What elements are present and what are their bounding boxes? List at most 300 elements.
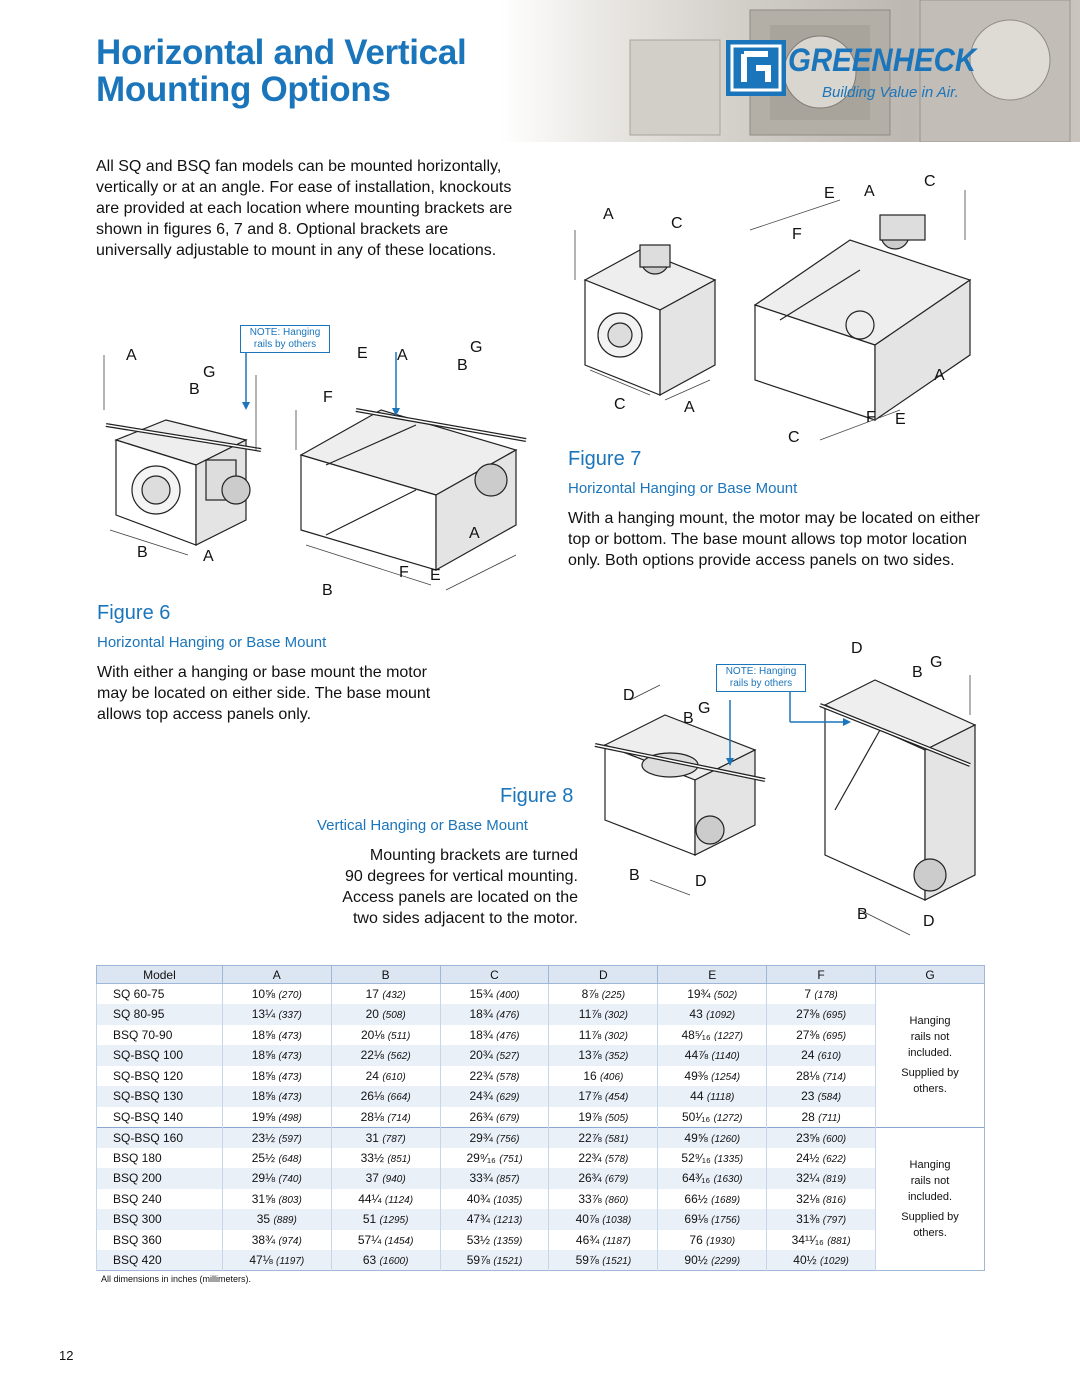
model-cell: SQ-BSQ 130 xyxy=(97,1086,223,1107)
dim-d-inches: 33⅞ xyxy=(578,1191,602,1206)
dim-b-cell xyxy=(331,1045,440,1066)
dim-b-mm: (1295) xyxy=(379,1215,409,1227)
dim-c-mm: (1213) xyxy=(493,1215,523,1227)
dim-c-cell xyxy=(440,1189,549,1210)
fig7-dim-a2: A xyxy=(684,399,695,416)
dim-c-mm: (400) xyxy=(496,990,520,1001)
dim-f-cell xyxy=(767,1045,876,1066)
fig8-dim-d2: D xyxy=(695,873,707,890)
dim-d-mm: (505) xyxy=(605,1112,629,1124)
dim-a-cell xyxy=(222,1025,331,1046)
table-row xyxy=(97,1230,985,1251)
dim-e-cell xyxy=(658,1045,767,1066)
table-row xyxy=(97,1148,985,1169)
dim-b-cell xyxy=(331,1230,440,1251)
dim-e-inches: 69⅛ xyxy=(684,1212,708,1227)
dim-c-mm: (756) xyxy=(496,1133,520,1145)
dim-c-cell xyxy=(440,1107,549,1128)
col-b: B xyxy=(331,966,440,984)
dim-d-cell xyxy=(549,1045,658,1066)
dim-b-mm: (508) xyxy=(382,1010,406,1022)
fig6-dim-g1: G xyxy=(203,364,216,381)
dim-c-inches: 20¾ xyxy=(469,1048,493,1063)
fig8-dim-b1: B xyxy=(683,710,694,727)
dim-c-inches: 33¾ xyxy=(469,1171,493,1186)
dim-b-mm: (851) xyxy=(387,1153,411,1165)
dim-a-mm: (337) xyxy=(278,1010,302,1022)
dim-b-cell xyxy=(331,1148,440,1169)
model-cell: SQ 60-75 xyxy=(97,984,223,1005)
fig7-dim-e1: E xyxy=(824,185,835,202)
dim-c-inches: 53½ xyxy=(466,1232,491,1247)
table-header-row xyxy=(97,966,985,984)
dim-a-mm: (889) xyxy=(273,1215,297,1227)
dim-b-cell xyxy=(331,1127,440,1148)
dim-b-cell xyxy=(331,984,440,1005)
dim-d-cell xyxy=(549,1066,658,1087)
g-note-line: included. xyxy=(907,1190,953,1203)
fig8-dim-g1: G xyxy=(698,700,711,717)
dim-a-mm: (473) xyxy=(278,1071,302,1083)
dim-f-mm: (816) xyxy=(822,1194,847,1206)
g-note-cell xyxy=(876,1127,985,1271)
dim-f-mm: (600) xyxy=(822,1133,847,1145)
dim-c-cell xyxy=(440,1127,549,1148)
greenheck-logo-mark-icon xyxy=(726,40,786,96)
dim-a-mm: (270) xyxy=(278,990,302,1001)
dim-e-mm: (1930) xyxy=(706,1235,736,1247)
dim-e-mm: (1335) xyxy=(714,1153,744,1165)
dim-a-cell xyxy=(222,984,331,1005)
dim-e-inches: 43 xyxy=(689,1007,703,1022)
col-e: E xyxy=(658,966,767,984)
fig6-dim-b1: B xyxy=(189,381,200,398)
dim-e-mm: (1227) xyxy=(714,1030,743,1042)
dim-d-inches: 8⅞ xyxy=(581,987,599,1001)
dim-b-inches: 22⅛ xyxy=(360,1048,384,1063)
table-row xyxy=(97,1250,985,1271)
dim-a-mm: (597) xyxy=(278,1133,302,1145)
dim-c-mm: (679) xyxy=(496,1112,520,1124)
dim-f-inches: 27⅜ xyxy=(796,1027,820,1042)
table-row xyxy=(97,1025,985,1046)
dim-c-mm: (1521) xyxy=(493,1256,523,1267)
dim-b-mm: (714) xyxy=(387,1112,411,1124)
dim-d-mm: (1187) xyxy=(602,1235,631,1247)
dim-a-cell xyxy=(222,1045,331,1066)
fig6-dim-e2: E xyxy=(430,567,441,584)
dim-c-mm: (751) xyxy=(499,1153,523,1165)
dim-b-mm: (562) xyxy=(387,1051,411,1063)
dim-e-inches: 50¹⁄₁₆ xyxy=(681,1109,711,1124)
dim-a-mm: (803) xyxy=(278,1194,302,1206)
dim-e-cell xyxy=(658,1168,767,1189)
col-d: D xyxy=(549,966,658,984)
dim-e-inches: 64³⁄₁₆ xyxy=(681,1171,711,1186)
dim-f-inches: 28⅛ xyxy=(796,1068,820,1083)
dim-a-mm: (473) xyxy=(278,1051,302,1063)
dim-b-cell xyxy=(331,1086,440,1107)
dim-a-mm: (473) xyxy=(278,1030,302,1042)
dim-f-mm: (610) xyxy=(817,1051,842,1063)
dim-b-mm: (1600) xyxy=(379,1256,409,1267)
dim-a-mm: (740) xyxy=(278,1174,302,1186)
table-row xyxy=(97,1066,985,1087)
figure6-caption: Figure 6 xyxy=(97,602,171,624)
dim-e-mm: (1689) xyxy=(711,1194,741,1206)
dim-c-cell xyxy=(440,984,549,1005)
dim-e-cell xyxy=(658,1127,767,1148)
g-note-line: rails not xyxy=(910,1031,950,1044)
dim-d-cell xyxy=(549,1209,658,1230)
dim-e-cell xyxy=(658,1189,767,1210)
dim-a-cell xyxy=(222,1148,331,1169)
dim-c-cell xyxy=(440,1045,549,1066)
dim-e-mm: (1254) xyxy=(711,1071,741,1083)
brand-tagline: Building Value in Air. xyxy=(822,84,959,101)
dim-c-cell xyxy=(440,1086,549,1107)
dim-d-inches: 19⅞ xyxy=(578,1109,602,1124)
dim-f-mm: (711) xyxy=(818,1112,841,1124)
dim-b-inches: 28⅛ xyxy=(360,1109,384,1124)
dim-a-inches: 38¾ xyxy=(251,1232,276,1247)
figure7-caption: Figure 7 xyxy=(568,448,642,470)
dim-a-mm: (974) xyxy=(278,1235,302,1247)
dim-f-cell xyxy=(767,1066,876,1087)
dim-d-inches: 59⅞ xyxy=(575,1253,599,1267)
dim-a-cell xyxy=(222,1004,331,1025)
model-cell: BSQ 180 xyxy=(97,1148,223,1169)
col-a: A xyxy=(222,966,331,984)
dim-b-inches: 26⅛ xyxy=(360,1089,384,1104)
dim-c-inches: 40¾ xyxy=(466,1191,491,1206)
dim-e-inches: 48⁵⁄₁₆ xyxy=(681,1027,711,1042)
dim-f-cell xyxy=(767,1025,876,1046)
dim-d-cell xyxy=(549,1127,658,1148)
dim-e-cell xyxy=(658,1004,767,1025)
dim-a-inches: 35 xyxy=(256,1212,271,1227)
fig7-dim-a4: A xyxy=(934,367,945,384)
g-note-line: Supplied by xyxy=(901,1067,959,1080)
dim-c-inches: 26¾ xyxy=(469,1109,493,1124)
dim-c-mm: (857) xyxy=(496,1174,520,1186)
figure8-body: Mounting brackets are turned 90 degrees for vertical mounting. Access panels are located on the two sides adjacent to the motor. xyxy=(342,847,578,927)
dim-d-mm: (679) xyxy=(605,1174,629,1186)
dim-e-mm: (1272) xyxy=(713,1112,743,1124)
g-note-line: others. xyxy=(913,1083,947,1096)
dim-d-mm: (406) xyxy=(600,1071,624,1083)
dim-e-cell xyxy=(658,1107,767,1128)
figure7-body: With a hanging mount, the motor may be located on either top or bottom. The base mount allows top motor location only. Both options provide access panels on two sides. xyxy=(568,510,980,569)
dim-d-inches: 40⅞ xyxy=(575,1212,599,1227)
dim-f-mm: (584) xyxy=(817,1092,842,1104)
dim-f-inches: 28 xyxy=(801,1109,815,1124)
dim-e-cell xyxy=(658,1025,767,1046)
dim-b-inches: 63 xyxy=(362,1253,377,1267)
g-note-line: rails not xyxy=(910,1174,950,1187)
dim-d-cell xyxy=(549,1107,658,1128)
fig7-dim-c3: C xyxy=(924,173,936,190)
dim-c-cell xyxy=(440,1168,549,1189)
dim-b-inches: 20⅛ xyxy=(360,1027,385,1042)
fig7-dim-f2: F xyxy=(866,409,876,426)
dim-c-cell xyxy=(440,1209,549,1230)
fig8-dim-b3: B xyxy=(912,664,923,681)
dim-e-inches: 76 xyxy=(689,1232,703,1247)
g-note-line: Supplied by xyxy=(901,1210,959,1223)
dim-a-inches: 19⅝ xyxy=(251,1109,276,1124)
dim-c-inches: 18¾ xyxy=(469,1027,493,1042)
g-note-line: included. xyxy=(907,1047,953,1060)
table-row xyxy=(97,1086,985,1107)
dim-c-inches: 18¾ xyxy=(469,1007,493,1022)
dim-c-inches: 47¾ xyxy=(466,1212,491,1227)
dim-f-inches: 31⅜ xyxy=(796,1212,820,1227)
fig6-dim-b2: B xyxy=(137,544,148,561)
dim-b-inches: 51 xyxy=(362,1212,377,1227)
dim-c-mm: (578) xyxy=(496,1071,520,1083)
dim-d-cell xyxy=(549,1250,658,1271)
dim-c-mm: (629) xyxy=(496,1092,520,1104)
model-cell: SQ-BSQ 140 xyxy=(97,1107,223,1128)
dim-d-mm: (578) xyxy=(605,1153,629,1165)
model-cell: BSQ 70-90 xyxy=(97,1025,223,1046)
dim-e-inches: 44 xyxy=(690,1089,704,1104)
fig6-note-hanging-rails: NOTE: Hanging rails by others xyxy=(240,325,330,353)
dim-c-cell xyxy=(440,1004,549,1025)
dim-b-inches: 37 xyxy=(365,1171,379,1186)
fig6-dim-f1: F xyxy=(323,389,333,406)
dim-d-cell xyxy=(549,1189,658,1210)
g-note-line: Hanging xyxy=(909,1015,951,1028)
dim-b-cell xyxy=(331,1189,440,1210)
table-row xyxy=(97,1004,985,1025)
greenheck-logo xyxy=(726,40,984,110)
dim-e-inches: 49⅜ xyxy=(684,1068,708,1083)
dim-c-mm: (1359) xyxy=(493,1235,523,1247)
col-f: F xyxy=(767,966,876,984)
dim-f-inches: 32⅛ xyxy=(796,1191,820,1206)
dim-f-cell xyxy=(767,1230,876,1251)
dim-b-inches: 44¼ xyxy=(358,1191,382,1206)
dim-a-inches: 18⅝ xyxy=(251,1068,276,1083)
dim-d-inches: 17⅞ xyxy=(578,1089,602,1104)
dim-d-mm: (860) xyxy=(605,1194,629,1206)
dim-f-mm: (1029) xyxy=(819,1256,849,1267)
figure6-subtitle: Horizontal Hanging or Base Mount xyxy=(97,634,327,651)
dim-b-inches: 31 xyxy=(365,1130,379,1145)
figure8-caption: Figure 8 xyxy=(500,785,574,807)
dim-d-inches: 11⅞ xyxy=(578,1027,602,1042)
dim-a-cell xyxy=(222,1127,331,1148)
dim-f-inches: 34¹¹⁄₁₆ xyxy=(791,1232,824,1247)
fig6-dim-a1: A xyxy=(126,347,137,364)
dim-e-cell xyxy=(658,1066,767,1087)
dim-f-cell xyxy=(767,1250,876,1271)
dim-a-mm: (648) xyxy=(278,1153,302,1165)
dim-d-inches: 22⅞ xyxy=(578,1130,602,1145)
dim-b-cell xyxy=(331,1250,440,1271)
fig7-dim-c4: C xyxy=(788,429,800,446)
dim-a-cell xyxy=(222,1066,331,1087)
dim-f-inches: 23 xyxy=(801,1089,815,1104)
dim-e-inches: 66½ xyxy=(684,1191,708,1206)
g-note-cell xyxy=(876,984,985,1128)
dim-f-mm: (178) xyxy=(814,990,838,1001)
figure6-body: With either a hanging or base mount the motor may be located on either side. The base mount allows top access panels only. xyxy=(97,664,431,723)
dim-b-mm: (432) xyxy=(382,990,406,1001)
model-cell: BSQ 200 xyxy=(97,1168,223,1189)
dim-c-mm: (476) xyxy=(496,1010,520,1022)
dim-c-mm: (1035) xyxy=(493,1194,523,1206)
fig8-dim-b2: B xyxy=(629,867,640,884)
dim-a-cell xyxy=(222,1086,331,1107)
dim-e-mm: (1630) xyxy=(713,1174,743,1186)
fig7-dim-c2: C xyxy=(614,396,626,413)
dim-c-cell xyxy=(440,1230,549,1251)
fig8-dim-b4: B xyxy=(857,906,868,923)
dim-a-inches: 29⅛ xyxy=(251,1171,276,1186)
dim-d-inches: 22¾ xyxy=(578,1150,602,1165)
fig6-dim-a4: A xyxy=(469,525,480,542)
dim-b-mm: (511) xyxy=(387,1030,411,1042)
dim-c-inches: 59⅞ xyxy=(466,1253,491,1267)
dim-f-cell xyxy=(767,984,876,1005)
model-cell: SQ 80-95 xyxy=(97,1004,223,1025)
dim-f-mm: (819) xyxy=(822,1174,847,1186)
dim-e-inches: 49⅝ xyxy=(684,1130,708,1145)
fig6-dim-a3: A xyxy=(397,347,408,364)
col-c: C xyxy=(440,966,549,984)
model-cell: BSQ 300 xyxy=(97,1209,223,1230)
dim-c-mm: (527) xyxy=(496,1051,520,1063)
fig8-note-hanging-rails: NOTE: Hanging rails by others xyxy=(716,664,806,692)
dim-d-mm: (225) xyxy=(601,990,626,1001)
dim-f-cell xyxy=(767,1004,876,1025)
dim-c-inches: 22¾ xyxy=(469,1068,493,1083)
dim-d-inches: 11⅞ xyxy=(578,1007,602,1022)
dim-e-cell xyxy=(658,1148,767,1169)
dim-d-mm: (1038) xyxy=(602,1215,632,1227)
g-note-line: Hanging xyxy=(909,1158,951,1171)
dim-a-mm: (473) xyxy=(278,1092,302,1104)
dim-b-cell xyxy=(331,1107,440,1128)
dim-e-mm: (1118) xyxy=(706,1092,735,1104)
dim-a-inches: 18⅝ xyxy=(251,1048,276,1063)
dim-f-mm: (695) xyxy=(822,1030,847,1042)
fig6-dim-a2: A xyxy=(203,548,214,565)
dim-d-mm: (352) xyxy=(605,1051,629,1063)
dim-a-inches: 13¼ xyxy=(251,1007,276,1022)
dim-a-cell xyxy=(222,1189,331,1210)
dim-b-inches: 57¼ xyxy=(357,1232,382,1247)
dim-e-mm: (1260) xyxy=(711,1133,741,1145)
dim-b-cell xyxy=(331,1168,440,1189)
dim-e-mm: (1756) xyxy=(711,1215,741,1227)
fig6-dim-b3: B xyxy=(457,357,468,374)
dim-b-mm: (664) xyxy=(387,1092,411,1104)
dim-a-cell xyxy=(222,1250,331,1271)
dim-e-mm: (1092) xyxy=(706,1010,736,1022)
dim-d-cell xyxy=(549,1004,658,1025)
dim-f-mm: (881) xyxy=(827,1235,851,1247)
table-row xyxy=(97,1127,985,1148)
dim-a-cell xyxy=(222,1209,331,1230)
table-row xyxy=(97,1209,985,1230)
fig6-dim-b4: B xyxy=(322,582,333,599)
dim-d-mm: (581) xyxy=(605,1133,629,1145)
dim-a-cell xyxy=(222,1168,331,1189)
fig7-dim-e2: E xyxy=(895,411,906,428)
dim-f-cell xyxy=(767,1148,876,1169)
dim-a-cell xyxy=(222,1230,331,1251)
dim-f-inches: 23⅝ xyxy=(796,1130,820,1145)
dim-f-cell xyxy=(767,1209,876,1230)
dim-b-cell xyxy=(331,1025,440,1046)
dim-e-cell xyxy=(658,984,767,1005)
figure7-drawing xyxy=(560,170,980,460)
dim-c-inches: 29⁹⁄₁₆ xyxy=(466,1150,496,1165)
dim-e-inches: 44⅞ xyxy=(684,1048,709,1063)
dim-d-cell xyxy=(549,984,658,1005)
dim-d-cell xyxy=(549,1230,658,1251)
model-cell: BSQ 420 xyxy=(97,1250,223,1271)
dim-e-cell xyxy=(658,1086,767,1107)
footnote: All dimensions in inches (millimeters). xyxy=(101,1274,252,1284)
fig8-dim-d1: D xyxy=(623,687,635,704)
dim-a-inches: 10⅝ xyxy=(251,987,276,1001)
dim-f-cell xyxy=(767,1107,876,1128)
dim-d-inches: 16 xyxy=(583,1068,597,1083)
dim-c-cell xyxy=(440,1025,549,1046)
model-cell: SQ-BSQ 120 xyxy=(97,1066,223,1087)
dim-a-inches: 47⅛ xyxy=(249,1253,273,1267)
fig7-dim-f1: F xyxy=(792,226,802,243)
figure7-subtitle: Horizontal Hanging or Base Mount xyxy=(568,480,798,497)
col-model: Model xyxy=(97,966,223,984)
dim-e-inches: 90½ xyxy=(684,1253,708,1267)
fig6-dim-e1: E xyxy=(357,345,368,362)
dim-f-mm: (797) xyxy=(822,1215,847,1227)
dim-e-mm: (502) xyxy=(713,990,738,1001)
dim-d-inches: 13⅞ xyxy=(578,1048,602,1063)
dim-b-mm: (940) xyxy=(382,1174,406,1186)
table-row xyxy=(97,1107,985,1128)
fig7-dim-a1: A xyxy=(603,206,614,223)
page-title: Horizontal and Vertical Mounting Options xyxy=(96,33,467,109)
table-row xyxy=(97,984,985,1005)
dim-c-mm: (476) xyxy=(496,1030,520,1042)
dim-b-cell xyxy=(331,1209,440,1230)
dim-a-inches: 18⅝ xyxy=(251,1089,276,1104)
dim-a-inches: 23½ xyxy=(251,1130,276,1145)
dim-b-inches: 20 xyxy=(365,1007,379,1022)
table-row xyxy=(97,1189,985,1210)
dim-c-cell xyxy=(440,1066,549,1087)
brand-name: GREENHECK xyxy=(788,42,977,78)
dim-f-inches: 40½ xyxy=(793,1253,817,1267)
dim-b-mm: (610) xyxy=(382,1071,406,1083)
dim-f-cell xyxy=(767,1086,876,1107)
dim-a-cell xyxy=(222,1107,331,1128)
dim-f-mm: (622) xyxy=(822,1153,847,1165)
dim-f-cell xyxy=(767,1127,876,1148)
fig8-dim-d4: D xyxy=(923,913,935,930)
dim-f-mm: (714) xyxy=(822,1071,847,1083)
dim-d-mm: (1521) xyxy=(602,1256,632,1267)
dim-e-inches: 52⁹⁄₁₆ xyxy=(681,1150,711,1165)
dim-c-cell xyxy=(440,1250,549,1271)
